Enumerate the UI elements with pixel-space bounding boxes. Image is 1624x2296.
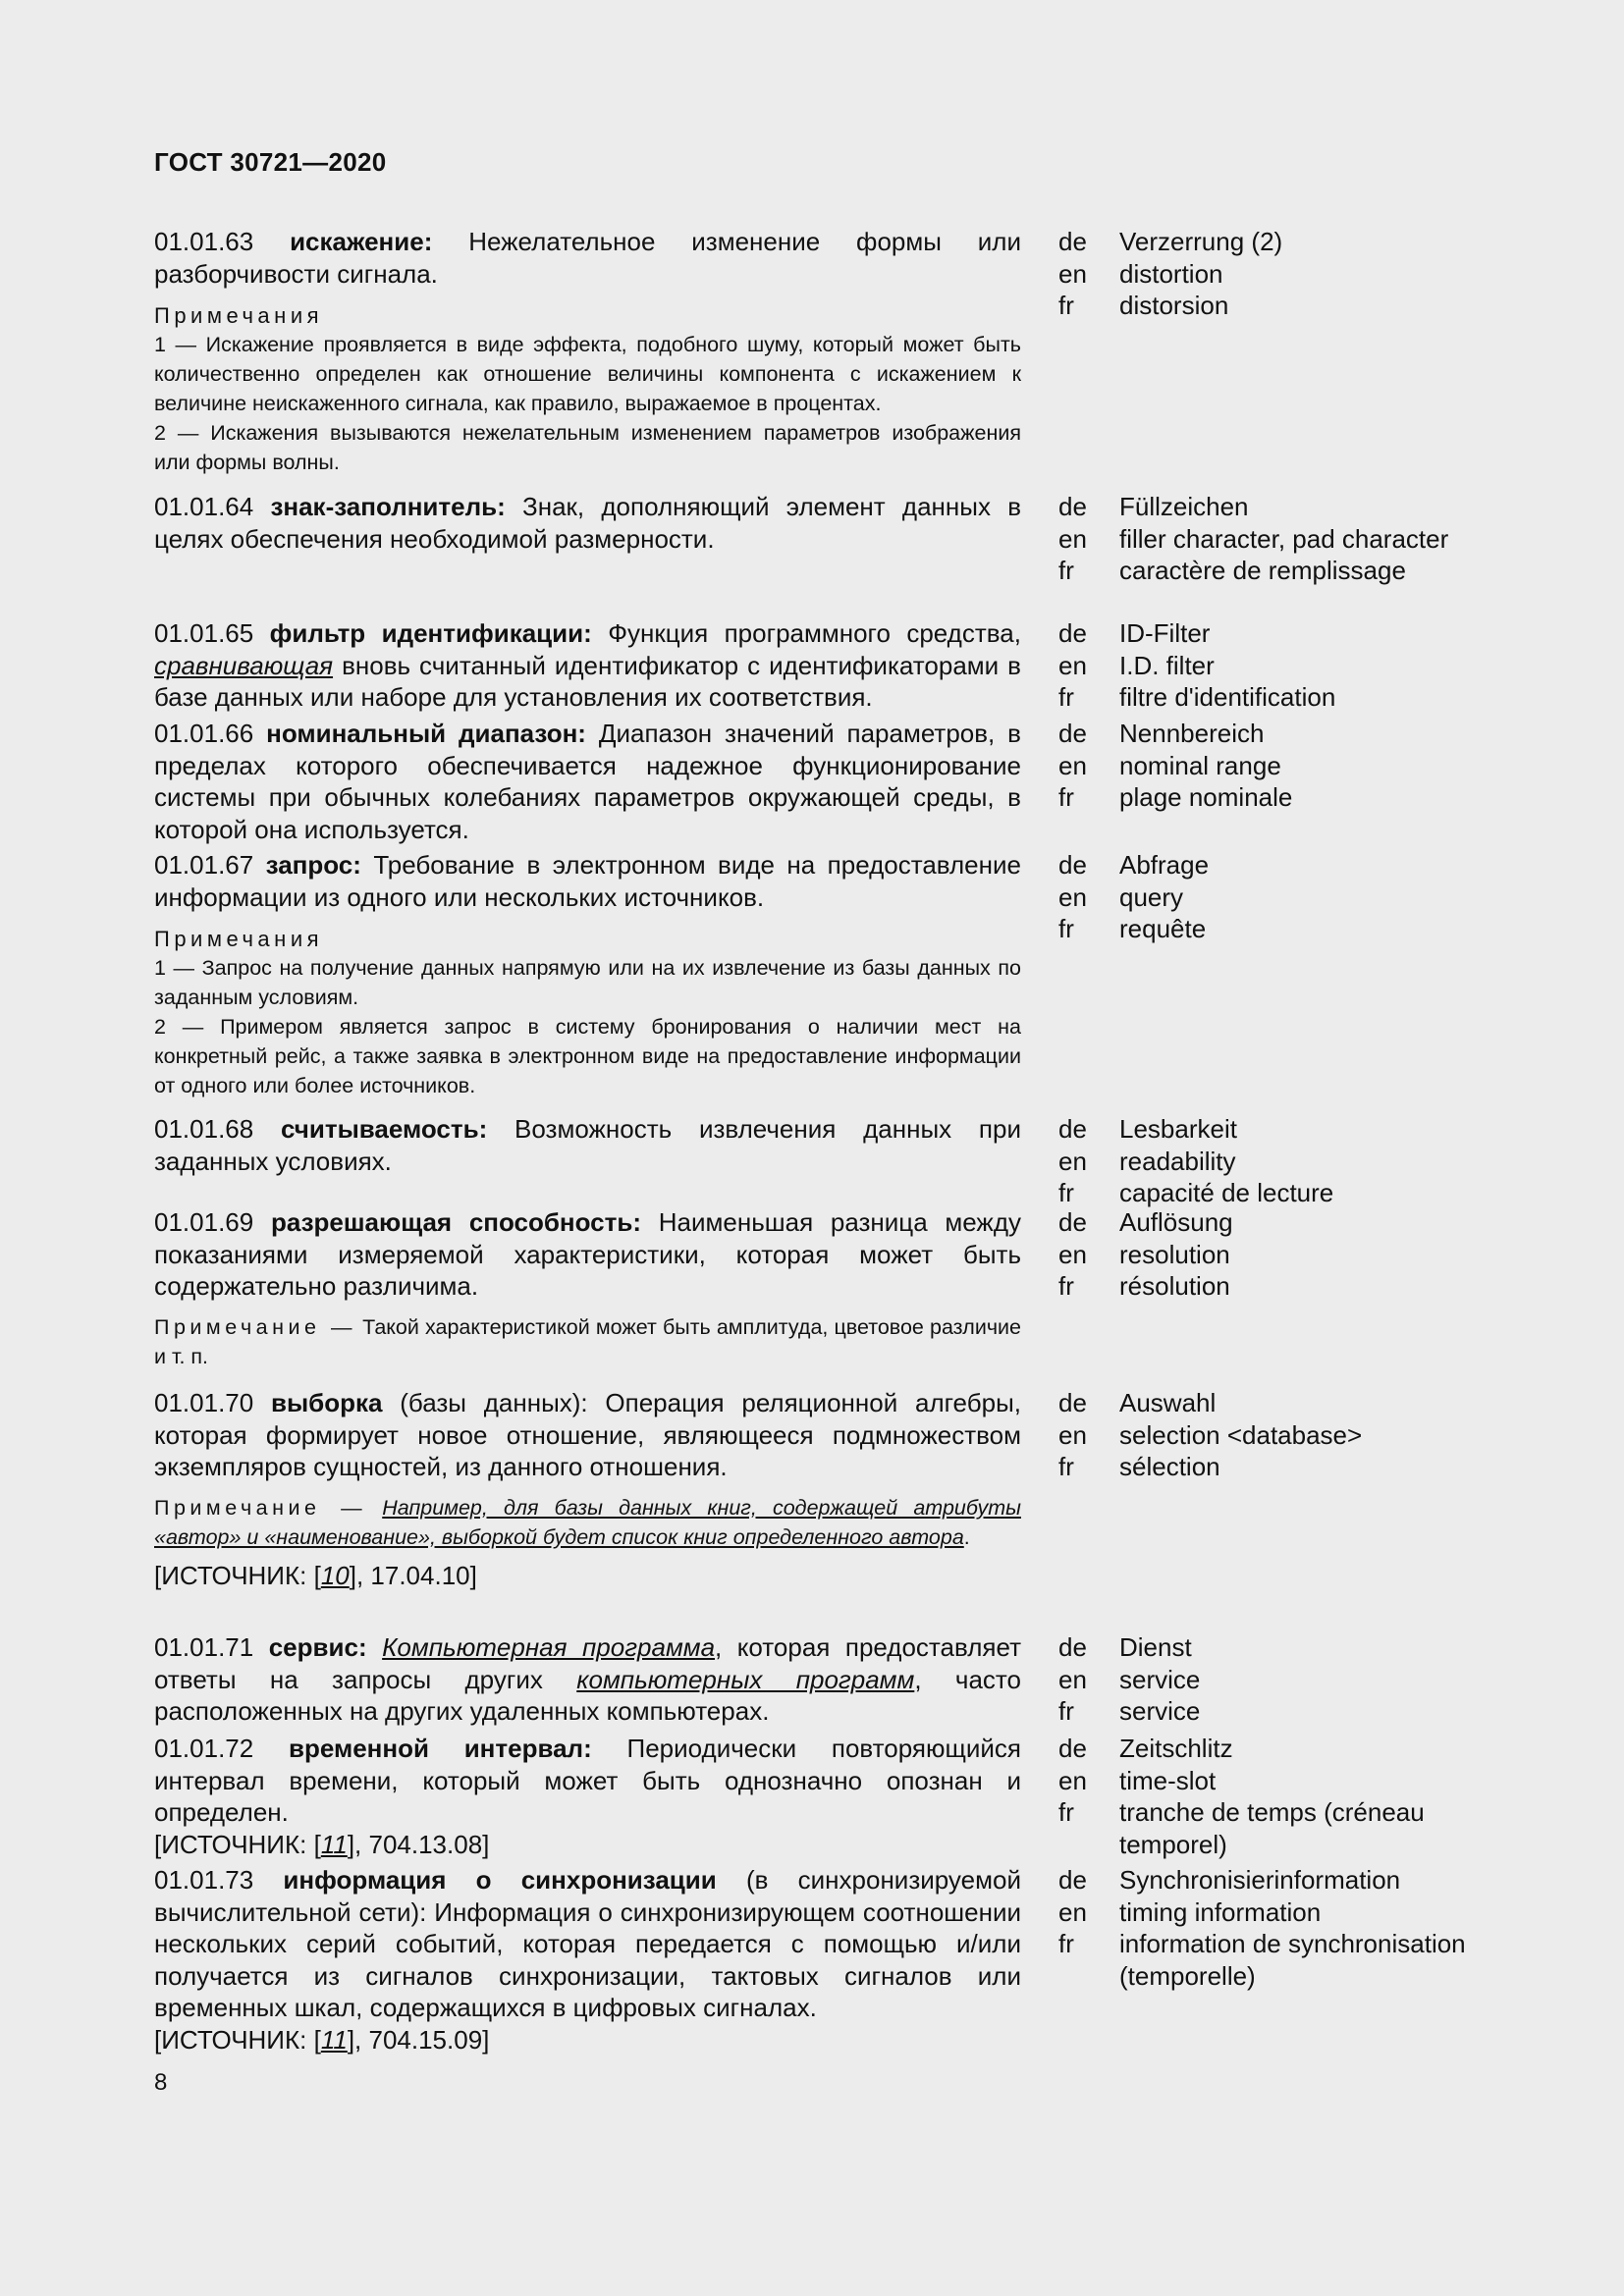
entry-01-01-64 — [154, 491, 1568, 585]
definition: 01.01.64 знак-заполнитель: Знак, дополняющий элемент данных в целях обеспечения необходимой размерности. — [154, 492, 1022, 554]
note: Примечание — Например, для базы данных книг, содержащей атрибуты «автор» и «наименование», выборкой будет список книг определенного автора. — [154, 1495, 1021, 1549]
entry-01-01-71 — [154, 1631, 1568, 1728]
entry-01-01-65 — [154, 617, 1568, 714]
definition: 01.01.73 информация о синхронизации (в синхронизируемой вычислительной сети): Информация о синхронизирующем соотношении нескольких серий событий, которая передается с помощью и/или получается из сигналов синхронизации, тактовых сигналов или временных шкал, содержащихся в цифровых сигналах. — [154, 1865, 1021, 2022]
definition: 01.01.63 искажение: Нежелательное изменение формы или разборчивости сигнала. — [154, 227, 1021, 289]
entry-01-01-70 — [154, 1387, 1568, 1591]
translations: de Lesbarkeit en readability fr capacité de lecture — [1058, 1114, 1334, 1207]
translations: de Auswahl en selection <database> fr sélection — [1058, 1388, 1363, 1481]
page-number: 8 — [154, 2069, 168, 2096]
term-link[interactable]: сравнивающая — [154, 650, 334, 680]
entry-01-01-69 — [154, 1206, 1568, 1371]
note: 2 — Искажения вызываются нежелательным изменением параметров изображения или формы волны. — [154, 421, 1021, 474]
translations: de Zeitschlitz en time-slot fr tranche de temps (créneau temporel) — [1058, 1734, 1425, 1859]
translations: de Füllzeichen en filler character, pad character fr caractère de remplissage — [1058, 492, 1449, 585]
translations: de Verzerrung (2) en distortion fr distorsion — [1058, 227, 1283, 320]
definition: 01.01.68 считываемость: Возможность извлечения данных при заданных условиях. — [154, 1114, 1021, 1176]
source-reference: [ИСТОЧНИК: [11], 704.13.08] — [154, 1829, 490, 1859]
reference-link[interactable]: 11 — [320, 2024, 348, 2055]
definition: 01.01.70 выборка (базы данных): Операция реляционной алгебры, которая формирует новое отношение, являющееся подмножеством экземпляров сущностей, из данного отношения. — [154, 1388, 1021, 1481]
reference-link[interactable]: 11 — [320, 1829, 348, 1859]
definition: 01.01.71 сервис: Компьютерная программа, которая предоставляет ответы на запросы других компьютерных программ, часто расположенных на других удаленных компьютерах. — [154, 1632, 1022, 1726]
definition: 01.01.65 фильтр идентификации: Функция программного средства, сравнивающая вновь считанный идентификатор с идентификаторами в базе данных или наборе для установления их соответствия. — [154, 618, 1021, 712]
note: Примечание — Такой характеристикой может быть амплитуда, цветовое различие и т. п. — [154, 1314, 1021, 1368]
reference-link[interactable]: 10 — [320, 1560, 350, 1590]
translations: de Auflösung en resolution fr résolution — [1058, 1207, 1233, 1301]
term-link[interactable]: Компьютерная программа — [382, 1632, 716, 1662]
note: 1 — Искажение проявляется в виде эффекта, подобного шуму, который может быть количественно определен как отношение величины компонента с искажением к величине неискаженного сигнала, как правило, выражаемое в процентах. — [154, 333, 1021, 415]
definition: 01.01.67 запрос: Требование в электронном виде на предоставление информации из одного или нескольких источников. — [154, 850, 1021, 912]
note: 1 — Запрос на получение данных напрямую или на их извлечение из базы данных по заданным условиям. — [154, 956, 1021, 1009]
entry-01-01-67 — [154, 849, 1568, 1100]
entry-01-01-63 — [154, 226, 1568, 477]
definition: 01.01.69 разрешающая способность: Наименьшая разница между показаниями измеряемой характеристики, которая может быть содержательно различима. — [154, 1207, 1021, 1301]
translations: de ID-Filter en I.D. filter fr filtre d'identification — [1058, 618, 1336, 712]
translations: de Abfrage en query fr requête — [1058, 850, 1210, 943]
translations: de Dienst en service fr service — [1058, 1632, 1201, 1726]
translations: de Nennbereich en nominal range fr plage nominale — [1058, 719, 1293, 812]
entry-01-01-72 — [154, 1733, 1568, 1860]
entry-01-01-68 — [154, 1113, 1568, 1207]
definition: 01.01.72 временной интервал: Периодически повторяющийся интервал времени, который может быть однозначно опознан и определен. — [154, 1734, 1021, 1827]
entry-01-01-66 — [154, 718, 1568, 845]
source-reference: [ИСТОЧНИК: [11], 704.15.09] — [154, 2024, 490, 2055]
translations: de Synchronisierinformation en timing information fr information de synchronisation (temporelle) — [1058, 1865, 1466, 1991]
notes-heading: Примечания — [154, 303, 324, 328]
notes-heading: Примечания — [154, 927, 324, 951]
definition: 01.01.66 номинальный диапазон: Диапазон значений параметров, в пределах которого обеспечивается надежное функционирование системы при обычных колебаниях параметров окружающей среды, в которой она используется. — [154, 719, 1021, 844]
source-reference: [ИСТОЧНИК: [10], 17.04.10] — [154, 1560, 477, 1590]
term-link[interactable]: компьютерных программ — [576, 1664, 915, 1694]
document-header: ГОСТ 30721—2020 — [154, 147, 387, 177]
note: 2 — Примером является запрос в систему бронирования о наличии мест на конкретный рейс, а также заявка в электронном виде на предоставление информации от одного или более источников. — [154, 1015, 1021, 1097]
entry-01-01-73 — [154, 1864, 1568, 2056]
